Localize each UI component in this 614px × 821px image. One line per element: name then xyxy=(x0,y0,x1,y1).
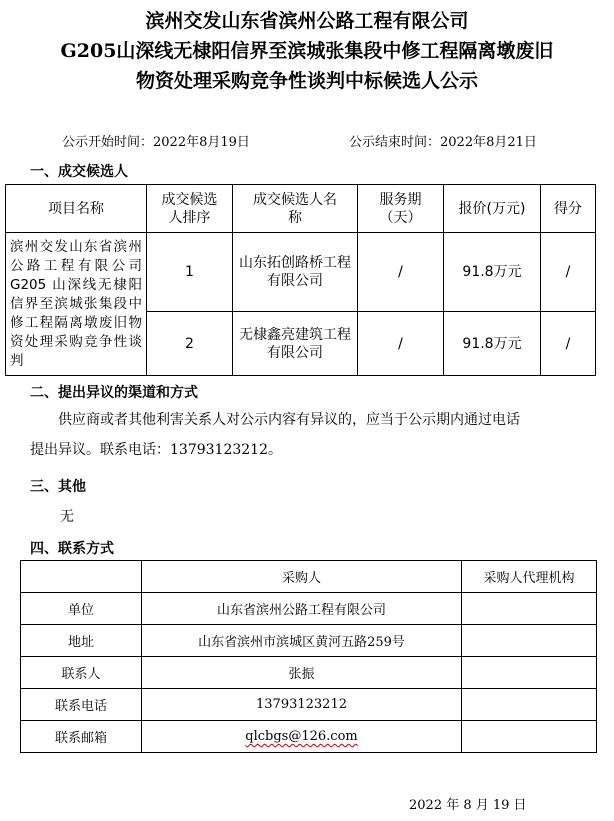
candidate-name-cell: 无棣鑫亮建筑工程有限公司 xyxy=(233,312,358,376)
table-row xyxy=(21,657,597,689)
title-line-3: 物资处理采购竞争性谈判中标候选人公示 xyxy=(135,70,478,92)
contact-header-agent: 采购人代理机构 xyxy=(462,561,597,593)
document-title xyxy=(0,6,614,96)
service-period-cell: / xyxy=(358,233,444,312)
section-heading-other: 三、其他 xyxy=(30,479,86,495)
section-heading-contact: 四、联系方式 xyxy=(30,541,114,557)
contact-label: 联系人 xyxy=(21,657,142,689)
contact-agent-value xyxy=(462,625,597,657)
objection-text-line1: 供应商或者其他利害关系人对公示内容有异议的，应当于公示期内通过电话 xyxy=(58,412,520,428)
contact-label: 联系邮箱 xyxy=(21,721,142,753)
title-line-1: 滨州交发山东省滨州公路工程有限公司 xyxy=(145,10,469,32)
contact-value: 13793123212 xyxy=(142,689,462,721)
objection-text xyxy=(30,406,590,434)
header-candidate-name xyxy=(233,185,358,233)
header-period-line2: （天） xyxy=(379,209,422,226)
header-project-name: 项目名称 xyxy=(6,185,147,233)
header-rank-line2: 人排序 xyxy=(168,209,211,226)
end-date: 公示结束时间：2022年8月21日 xyxy=(349,135,537,150)
section-heading-candidates: 一、成交候选人 xyxy=(30,164,128,180)
contact-header-row xyxy=(21,561,597,593)
candidates-table xyxy=(5,184,596,376)
header-service-period xyxy=(358,185,444,233)
header-price: 报价(万元) xyxy=(444,185,541,233)
table-header-row xyxy=(6,185,596,233)
price-cell: 91.8万元 xyxy=(444,312,541,376)
project-name-cell: 滨州交发山东省滨州公路工程有限公司 G205 山深线无棣阳信界至滨城张集段中修工程隔离墩废旧物资处理采购竞争性谈判 xyxy=(6,233,147,376)
contact-value: 张振 xyxy=(142,657,462,689)
table-row xyxy=(6,233,596,312)
header-score: 得分 xyxy=(541,185,596,233)
header-name-line2: 称 xyxy=(288,209,302,226)
header-rank-line1: 成交候选 xyxy=(161,191,218,208)
contact-email-link[interactable]: qlcbgs@126.com xyxy=(245,729,358,744)
objection-text-2 xyxy=(30,436,590,464)
contact-table xyxy=(20,560,597,753)
score-cell: / xyxy=(541,233,596,312)
price-cell: 91.8万元 xyxy=(444,233,541,312)
score-cell: / xyxy=(541,312,596,376)
header-period-line1: 服务期 xyxy=(379,191,422,208)
table-row xyxy=(21,689,597,721)
rank-cell: 1 xyxy=(147,233,233,312)
contact-label: 联系电话 xyxy=(21,689,142,721)
contact-header-purchaser: 采购人 xyxy=(142,561,462,593)
header-name-line1: 成交候选人名 xyxy=(253,191,337,208)
objection-text-line2: 提出异议。联系电话：13793123212。 xyxy=(30,442,282,458)
contact-label: 单位 xyxy=(21,593,142,625)
contact-value: 山东省滨州公路工程有限公司 xyxy=(142,593,462,625)
contact-agent-value xyxy=(462,689,597,721)
contact-label: 地址 xyxy=(21,625,142,657)
footer-date: 2022 年 8 月 19 日 xyxy=(409,798,527,813)
title-line-2: G205山深线无棣阳信界至滨城张集段中修工程隔离墩废旧 xyxy=(60,40,554,62)
contact-agent-value xyxy=(462,657,597,689)
contact-value xyxy=(142,721,462,753)
section-heading-objections: 二、提出异议的渠道和方式 xyxy=(30,385,198,401)
contact-agent-value xyxy=(462,721,597,753)
other-text: 无 xyxy=(60,509,74,525)
contact-value: 山东省滨州市滨城区黄河五路259号 xyxy=(142,625,462,657)
table-row xyxy=(21,625,597,657)
contact-header-blank xyxy=(21,561,142,593)
start-date: 公示开始时间：2022年8月19日 xyxy=(62,135,250,150)
service-period-cell: / xyxy=(358,312,444,376)
table-row xyxy=(21,593,597,625)
contact-agent-value xyxy=(462,593,597,625)
rank-cell: 2 xyxy=(147,312,233,376)
header-rank xyxy=(147,185,233,233)
candidate-name-cell: 山东拓创路桥工程有限公司 xyxy=(233,233,358,312)
table-row xyxy=(21,721,597,753)
